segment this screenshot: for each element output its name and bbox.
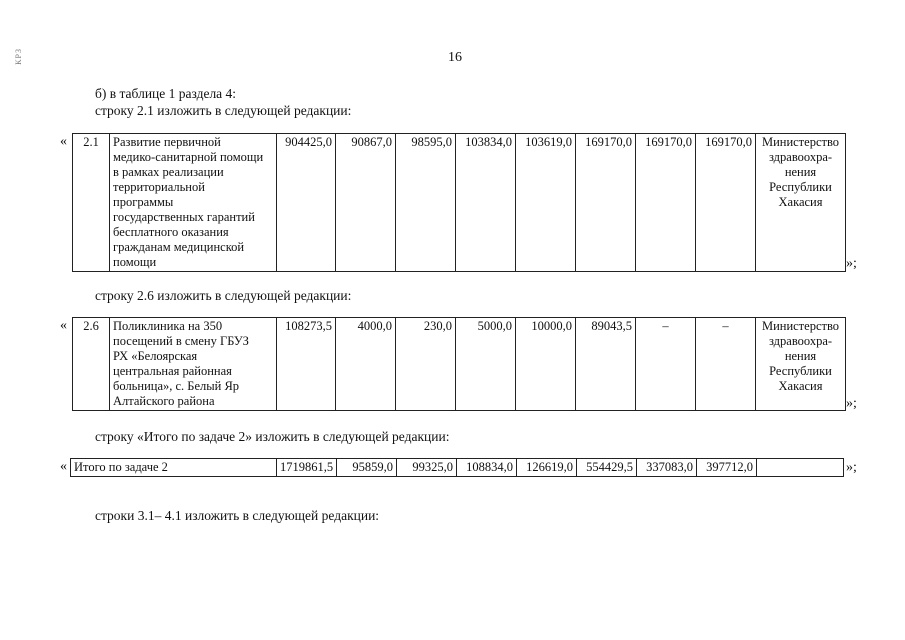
org-line: Республики	[769, 364, 832, 378]
close-quote: »;	[846, 256, 857, 271]
total-row-table	[70, 458, 844, 477]
row-number: 2.1	[73, 134, 110, 272]
name-line: РХ «Белоярская	[113, 349, 198, 363]
value-cell: 337083,0	[637, 459, 697, 477]
value-cell: –	[636, 318, 696, 411]
row-2-6-table	[72, 317, 846, 411]
name-line: в рамках реализации	[113, 165, 224, 179]
name-line: помощи	[113, 255, 157, 269]
value-cell: 397712,0	[697, 459, 757, 477]
name-line: больница», с. Белый Яр	[113, 379, 240, 393]
side-stamp: КРЗ	[14, 48, 23, 65]
value-cell: 10000,0	[516, 318, 576, 411]
value-cell: 5000,0	[456, 318, 516, 411]
row-name	[110, 318, 277, 411]
value-cell: 1719861,5	[277, 459, 337, 477]
value-cell: 230,0	[396, 318, 456, 411]
value-cell: 108834,0	[457, 459, 517, 477]
org-line: Хакасия	[778, 195, 823, 209]
paragraph-total: строку «Итого по задаче 2» изложить в следующей редакции:	[95, 429, 450, 444]
value-cell: 126619,0	[517, 459, 577, 477]
name-line: посещений в смену ГБУЗ	[113, 334, 249, 348]
page-number: 16	[448, 50, 462, 65]
organization-cell	[756, 318, 846, 411]
org-line: Министерство	[761, 135, 840, 149]
value-cell: –	[696, 318, 756, 411]
value-cell: 169170,0	[696, 134, 756, 272]
value-cell: 4000,0	[336, 318, 396, 411]
name-line: медико-санитарной помощи	[113, 150, 264, 164]
value-cell: 169170,0	[636, 134, 696, 272]
org-line: здравоохра-	[768, 150, 833, 164]
org-line: нения	[784, 349, 817, 363]
org-line: нения	[784, 165, 817, 179]
org-line: Хакасия	[778, 379, 823, 393]
name-line: гражданам медицинской	[113, 240, 245, 254]
name-line: Алтайского района	[113, 394, 215, 408]
paragraph-row-2-6: строку 2.6 изложить в следующей редакции:	[95, 288, 352, 303]
row-2-1-table	[72, 133, 846, 272]
organization-cell	[756, 134, 846, 272]
name-line: Поликлиника на 350	[113, 319, 223, 333]
intro-line-1: б) в таблице 1 раздела 4:	[95, 86, 237, 101]
org-line: Республики	[769, 180, 832, 194]
open-quote: «	[60, 134, 67, 149]
organization-cell	[757, 459, 844, 477]
row-number: 2.6	[73, 318, 110, 411]
value-cell: 95859,0	[337, 459, 397, 477]
value-cell: 90867,0	[336, 134, 396, 272]
name-line: центральная районная	[113, 364, 232, 378]
value-cell: 554429,5	[577, 459, 637, 477]
value-cell: 904425,0	[277, 134, 336, 272]
paragraph-rows-3-4: строки 3.1– 4.1 изложить в следующей редакции:	[95, 508, 380, 523]
row-name	[110, 134, 277, 272]
close-quote: »;	[846, 460, 857, 475]
org-line: здравоохра-	[768, 334, 833, 348]
value-cell: 89043,5	[576, 318, 636, 411]
total-label: Итого по задаче 2	[71, 459, 277, 477]
close-quote: »;	[846, 396, 857, 411]
value-cell: 99325,0	[397, 459, 457, 477]
name-line: Развитие первичной	[113, 135, 221, 149]
value-cell: 98595,0	[396, 134, 456, 272]
open-quote: «	[60, 318, 67, 333]
name-line: бесплатного оказания	[113, 225, 229, 239]
name-line: государственных гарантий	[113, 210, 255, 224]
name-line: территориальной	[113, 180, 205, 194]
open-quote: «	[60, 459, 67, 474]
value-cell: 169170,0	[576, 134, 636, 272]
value-cell: 103619,0	[516, 134, 576, 272]
value-cell: 103834,0	[456, 134, 516, 272]
org-line: Министерство	[761, 319, 840, 333]
value-cell: 108273,5	[277, 318, 336, 411]
intro-line-2: строку 2.1 изложить в следующей редакции:	[95, 103, 352, 118]
name-line: программы	[113, 195, 174, 209]
